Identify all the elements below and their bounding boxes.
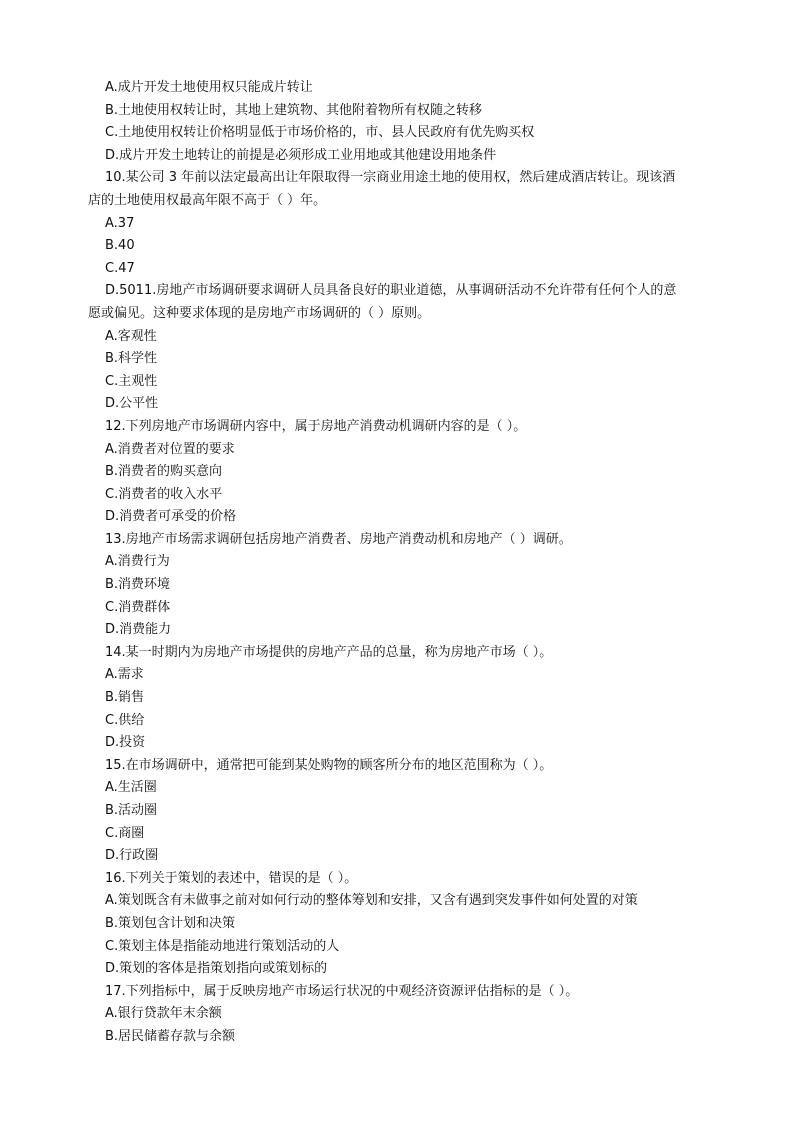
question-line: 10.某公司 3 年前以法定最高出让年限取得一宗商业用途土地的使用权，然后建成酒店转让。现该酒 bbox=[105, 170, 676, 186]
question-continuation-line: 店的土地使用权最高年限不高于（ ）年。 bbox=[88, 192, 327, 208]
option-line: B.40 bbox=[105, 238, 135, 254]
option-line: A.需求 bbox=[105, 667, 144, 683]
option-line: B.活动圈 bbox=[105, 803, 158, 818]
option-line: A.37 bbox=[105, 215, 135, 231]
option-line: B.消费环境 bbox=[105, 577, 171, 593]
option-line: B.科学性 bbox=[105, 351, 158, 367]
option-line: A.消费行为 bbox=[105, 554, 170, 570]
option-line: D.行政圈 bbox=[105, 848, 159, 864]
option-line: D.成片开发土地转让的前提是必须形成工业用地或其他建设用地条件 bbox=[105, 147, 497, 163]
question-line: 14.某一时期内为房地产市场提供的房地产产品的总量，称为房地产市场（ ）。 bbox=[105, 644, 553, 660]
option-line: C.供给 bbox=[105, 712, 145, 728]
option-line: D.消费者可承受的价格 bbox=[105, 509, 237, 525]
option-line: C.土地使用权转让价格明显低于市场价格的，市、县人民政府有优先购买权 bbox=[105, 125, 535, 141]
option-line: D.投资 bbox=[105, 735, 146, 751]
option-line: C.主观性 bbox=[105, 373, 158, 389]
option-line: C.商圈 bbox=[105, 825, 145, 841]
option-line: D.策划的客体是指策划指向或策划标的 bbox=[105, 961, 328, 977]
option-line: A.生活圈 bbox=[105, 780, 157, 796]
question-line: 15.在市场调研中，通常把可能到某处购物的顾客所分布的地区范围称为（ ）。 bbox=[105, 757, 553, 773]
option-line: A.客观性 bbox=[105, 328, 157, 344]
option-line: D.消费能力 bbox=[105, 622, 172, 638]
option-line: A.消费者对位置的要求 bbox=[105, 441, 235, 457]
option-line: C.策划主体是指能动地进行策划活动的人 bbox=[105, 938, 340, 954]
question-line: 16.下列关于策划的表述中，错误的是（ ）。 bbox=[105, 870, 358, 886]
option-line: D.公平性 bbox=[105, 396, 159, 412]
option-line: B.土地使用权转让时，其地上建筑物、其他附着物所有权随之转移 bbox=[105, 102, 483, 118]
option-line: B.策划包含计划和决策 bbox=[105, 915, 236, 931]
question-continuation-line: 愿或偏见。这种要求体现的是房地产市场调研的（ ）原则。 bbox=[88, 305, 431, 321]
question-line: 13.房地产市场需求调研包括房地产消费者、房地产消费动机和房地产（ ）调研。 bbox=[105, 531, 572, 547]
option-line: B.销售 bbox=[105, 690, 145, 706]
option-line: B.居民储蓄存款与余额 bbox=[105, 1028, 236, 1044]
option-line: B.消费者的购买意向 bbox=[105, 464, 223, 480]
option-line: C.47 bbox=[105, 260, 135, 276]
option-line: C.消费群体 bbox=[105, 599, 171, 615]
question-line: 17.下列指标中，属于反映房地产市场运行状况的中观经济资源评估指标的是（ ）。 bbox=[105, 983, 579, 999]
option-line: C.消费者的收入水平 bbox=[105, 486, 223, 502]
option-line: A.成片开发土地使用权只能成片转让 bbox=[105, 80, 313, 95]
question-line: D.5011.房地产市场调研要求调研人员具备良好的职业道德，从事调研活动不允许带有任何个人的意 bbox=[105, 283, 677, 299]
option-line: A.策划既含有未做事之前对如何行动的整体筹划和安排，又含有遇到突发事件如何处置的对策 bbox=[105, 893, 638, 909]
option-line: A.银行贷款年末余额 bbox=[105, 1006, 222, 1022]
question-text-block bbox=[88, 77, 720, 1049]
question-line: 12.下列房地产市场调研内容中，属于房地产消费动机调研内容的是（ ）。 bbox=[105, 418, 527, 434]
